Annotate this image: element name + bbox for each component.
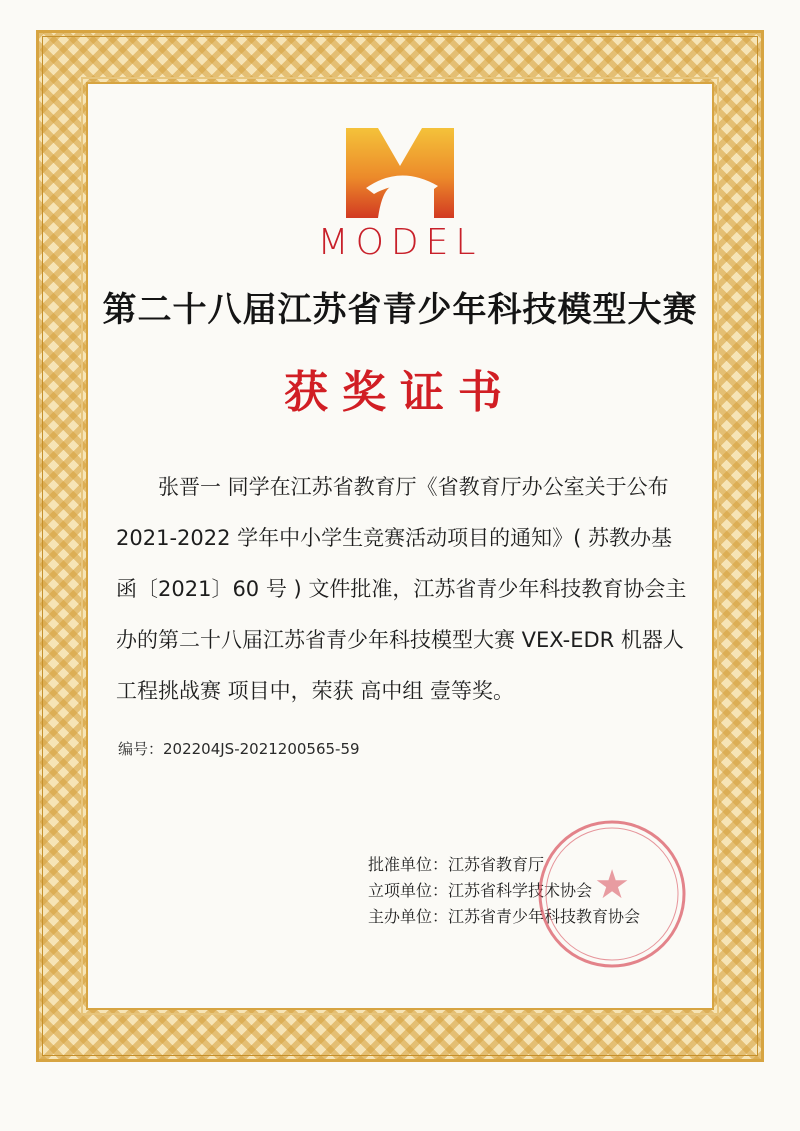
serial-number: 编号：202204JS-2021200565-59 [118,740,360,758]
host-unit: 主办单位：江苏省青少年科技教育协会 [368,907,641,926]
logo-text: MODEL [317,222,483,263]
official-seal-icon [536,818,688,970]
project-unit: 立项单位：江苏省科学技术协会 [368,881,593,900]
certificate-body [116,462,688,717]
certificate-title: 第二十八届江苏省青少年科技模型大赛 [102,290,698,330]
award-statement: 张晋一 同学在江苏省教育厅《省教育厅办公室关于公布2021-2022 学年中小学生竞赛活动项目的通知》( 苏教办基函〔2021〕60 号 ) 文件批准，江苏省青少年科技教育协会主办的第二十八届江苏省青少年科技模型大赛 VEX-EDR 机器人工程挑战赛 项目中，荣获 高中组 壹等奖。 [116,475,687,703]
approval-unit: 批准单位：江苏省教育厅 [368,855,545,874]
svg-text:★: ★ [594,862,630,908]
certificate-subtitle: 获奖证书 [284,367,516,418]
